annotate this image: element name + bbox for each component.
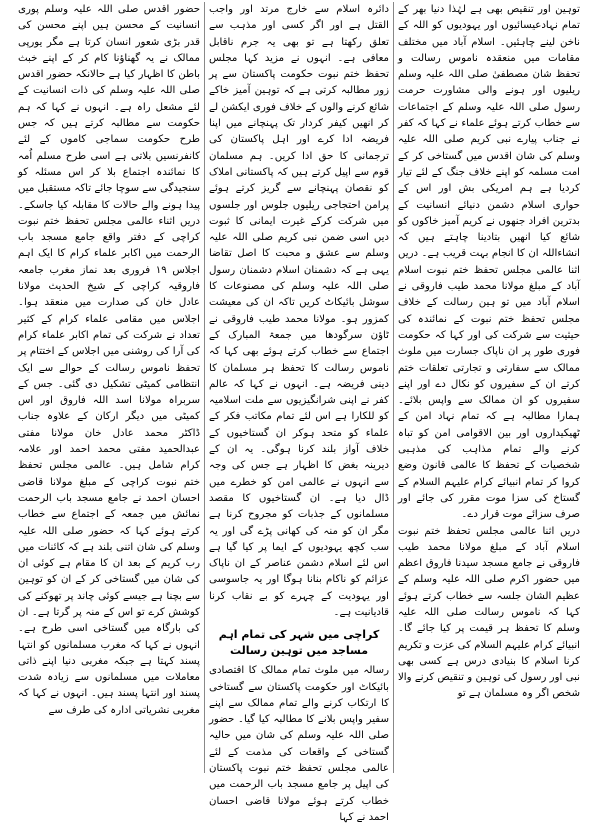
article-paragraph: توہین اور تنقیص بھی ہے لہٰذا دنیا بھر کے تمام نہادعیسائیوں اور یہودیوں کو اللہ کے ناخن لینے چاہئیں۔ اسلام آباد میں مختلف مقامات میں منعقدہ ناموس رسالت و تحفظ شان مصطفیٰ صلی اللہ علیہ وسلم ریلیوں اور ہونے والی مشاورت حرمت رسول صلی اللہ علیہ وسلم کے اجتماعات سے خطاب کرتے ہوئے علماء نے کہا کہ کفر نے جناب پیارے نبی کریم صلی اللہ علیہ وسلم کی شان اقدس میں گستاخی کر کے امت مسلمہ کو اپنے خلاف جنگ کے لئے تیار کردیا ہے ہم امریکی بش اور اس کے حواری اسلام دشمن دنیائے انسانیت کے بدترین افراد جنھوں نے کریم آمیز خاکوں کو شائع کیا انھیں بتادینا چاہتے ہیں کہ انشاءاللہ ان کا انجام بہت قریب ہے۔ دریں اثنا عالمی مجلس تحفظ ختم نبوت اسلام آباد کے مبلغ مولانا محمد طیب فاروقی نے اسلام آباد میں تو ہین رسالت کے خلاف مجلس تحفظ ختم نبوت کے نمائندہ کی حیثیت سے شرکت کی اور کہا کہ حکومت فوری طور پر ان ناپاک جسارت میں ملوث ممالک سے سفارتی و تجارتی تعلقات ختم کرتے ان کے سفیروں کو نکال دے اور اپنے سفیروں کو ان ممالک سے واپس بلائے۔ ہمارا مطالبہ ہے کہ تمام نہاد امن کے ٹھیکیداروں اور بین الاقوامی امن کو تباہ کرنے والے تمام مذاہب کی مذہبی شخصیات کے تحفظ کا عالمی قانون وضع کروا کر تمام انبیائے کرام علیہم السلام کے گستاخ کی سزا موت مقرر کی جائے اور صرف سزائے موت قرار دے۔ (398, 4, 580, 521)
column-middle (204, 2, 394, 823)
article-paragraph: دائرہ اسلام سے خارج مرتد اور واجب القتل ہے اور اگر کسی اور مذہب سے تعلق رکھتا ہے تو بھی یہ جرم ناقابل معافی ہے۔ انہوں نے مزید کہا مجلس تحفظ ختم نبوت حکومت پاکستان سے پر زور مطالبہ کرتی ہے کہ توہین آمیز خاکے شائع کرنے والوں کے خلاف فوری ایکشن لے کر انھیں کیفر کردار تک پہنچانے میں اپنا فریضہ ادا کرے اور اہل پاکستان کی ترجمانی کا حق ادا کریں۔ ہم مسلمان قوم سے اپیل کرتے ہیں کہ پاکستانی املاک کو نقصان پہنچانے سے گریز کرتے ہوئے پرامن احتجاجی ریلیوں جلوس اور جلسوں میں شرکت کرکے غیرت ایمانی کا ثبوت دیں اسی ضمن نبی کریم صلی اللہ علیہ وسلم سے عشق و محبت کا اصل تقاضا یہی ہے کہ دشمنان اسلام دشمنان رسول صلی اللہ علیہ وسلم کی مصنوعات کا سوشل بائیکاٹ کریں تاکہ ان کی معیشت کمزور ہو۔ مولانا محمد طیب فاروقی نے ٹاؤن سرگودھا میں جمعۃ المبارک کے اجتماع سے خطاب کرتے ہوئے بھی کہا کہ ناموس رسالت کا تحفظ ہر مسلمان کا دینی فریضہ ہے۔ انہوں نے کہا کہ عالم کفر نے اپنی شرانگیزیوں سے ملت اسلامیہ کو للکارا ہے اس لئے تمام مکاتب فکر کے علماء کو متحد ہوکر ان گستاخیوں کے خلاف آواز بلند کرنا ہوگی۔ یہ ان کے دیرینہ بغض کا اظہار ہے جس کی وجہ سے انہوں نے عالمی امن کو خطرے میں ڈال دیا ہے۔ ان گستاخیوں کا مقصد مسلمانوں کے جذبات کو مجروح کرنا ہے مگر ان کو منہ کی کھانی پڑے گی اور یہ سب کچھ یہودیوں کے ایما پر کیا گیا ہے اس لئے اسلام دشمن عناصر کے ان ناپاک عزائم کو ناکام بنانا ہوگا اور یہ جاسوسی اور یہودیت کے چہرے کو بے نقاب کرنا قادیانیت ہے۔ (209, 4, 389, 618)
column-right (394, 2, 584, 773)
article-paragraph: دریں اثنا عالمی مجلس تحفظ ختم نبوت اسلام آباد کے مبلغ مولانا محمد طیب فاروقی نے جامع مسجد سیدنا فاروق اعظم میں حضور اکرم صلی اللہ علیہ وسلم کے عظیم الشان جلسہ سے خطاب کرتے ہوئے کہا کہ ناموس رسالت صلی اللہ علیہ وسلم کا تحفظ ہر قیمت پر کیا جائے گا۔ انبیائے کرام علیہم السلام کی عزت و تکریم کرنا اسلام کا بنیادی درس ہے کسی بھی نبی اور رسول کی توہین و تنقیص کرنے والا شخص اگر وہ مسلمان ہے تو (398, 525, 580, 700)
column-left (14, 2, 204, 773)
section-subheading: کراچی میں شہر کی تمام اہم مساجد میں توہین رسالت (218, 628, 380, 658)
article-paragraph: حضور اقدس صلی اللہ علیہ وسلم پوری انسانیت کے محسن ہیں اپنے محسن کی قدر بڑی شعور انسان کرتا ہے مگر یورپی ممالک نے یہ گھناؤنا کام کر کے اپنے خبث باطن کا اظہار کیا ہے حالانکہ حضور اقدس صلی اللہ علیہ وسلم کی ذات انسانیت کے لئے مشعل راہ ہے۔ انہوں نے کہا کہ ہم حکومت سے مطالبہ کرتے ہیں کہ جس طرح حکومت سماجی کاموں کے لئے کانفرنسیں بلاتی ہے اسی طرح مسلم اُمہ کا نمائندہ اجتماع بلا کر اس مسئلہ کو سنجیدگی سے سوچا جائے تاکہ مستقبل میں پیدا ہونے والے حالات کا مقابلہ کیا جاسکے۔ دریں اثناء عالمی مجلس تحفظ ختم نبوت کراچی کے دفتر واقع جامع مسجد باب الرحمت میں اکابر علماء کرام کا ایک اہم اجلاس ۱۹ فروری بعد نماز مغرب جامعہ فاروقیہ کراچی کے شیخ الحدیث مولانا عادل خان کی صدارت میں منعقد ہوا۔ اجلاس میں مقامی علماء کرام کے کثیر تعداد نے شرکت کی تمام اکابر علماء کرام کی آرا کی روشنی میں اجلاس کے اختتام پر تحفظ ناموس رسالت کے حوالے سے ایک انتظامی کمیٹی تشکیل دی گئی۔ جس کے سربراہ مولانا اسد اللہ فاروق اور اس کمیٹی میں دیگر ارکان کے علاوہ جناب ڈاکٹر محمد عادل خان مولانا مفتی عبدالحمید مفتی محمد احمد اور علامہ کرام شامل ہیں۔ عالمی مجلس تحفظ ختم نبوت کراچی کے مبلغ مولانا قاضی احسان احمد نے جامع مسجد باب الرحمت نمائش میں جمعہ کے اجتماع سے خطاب کرتے ہوئے کہا کہ حضور صلی اللہ علیہ وسلم کی شان اتنی بلند ہے کہ کائنات میں رب کریم کے بعد ان کا مقام ہے کوئی ان کی شان میں گستاخی کر کے ان کو توہین سے بچنا ہے جیسے کوئی چاند پر تھوکنے کی کوشش کرے تو اس کے منہ پر گرتا ہے۔ ان کی بارگاہ میں گستاخی اسی طرح ہے۔ انہوں نے کہا کہ مغرب مسلمانوں کو انتہا پسند کہتا ہے جبکہ مغربی دنیا اپنے ذاتی معاملات میں مسلمانوں سے زیادہ شدت پسند اور انتہا پسند ہیں۔ انہوں نے کہا کہ مغربی نشریاتی ادارہ کی طرف سے (18, 4, 200, 716)
article-paragraph: رسالہ میں ملوث تمام ممالک کا اقتصادی بائیکاٹ اور حکومت پاکستان سے گستاخی کا ارتکاب کرنے والے تمام ممالک سے اپنے سفیر واپس بلانے کا مطالبہ کیا گیا۔ حضور صلی اللہ علیہ وسلم کی شان میں حالیہ گستاخی کے واقعات کی مذمت کے لئے عالمی مجلس تحفظ ختم نبوت پاکستان کی اپیل پر جامع مسجد باب الرحمت میں خطاب کرتے ہوئے مولانا قاضی احسان احمد نے کہا (209, 665, 389, 823)
